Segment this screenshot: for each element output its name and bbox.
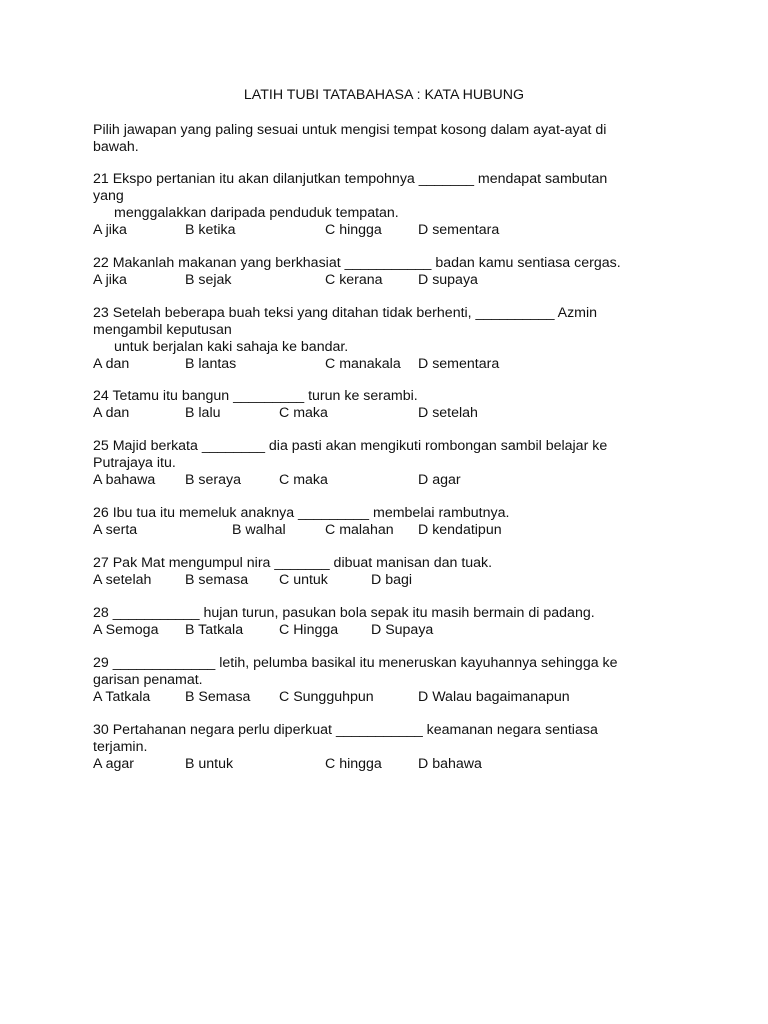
option-b: B walhal: [232, 522, 286, 538]
worksheet-title: LATIH TUBI TATABAHASA : KATA HUBUNG: [243, 87, 525, 103]
question-28: [93, 605, 693, 639]
answer-options: [93, 689, 693, 706]
option-b: B sejak: [185, 272, 232, 288]
option-c: C maka: [279, 405, 328, 421]
question-text: 24 Tetamu itu bangun _________ turun ke serambi.: [93, 388, 418, 404]
question-29: [93, 655, 693, 706]
option-d: D setelah: [418, 405, 478, 421]
question-23: [93, 305, 693, 373]
option-d: D sementara: [418, 356, 500, 372]
option-d: D kendatipun: [418, 522, 502, 538]
question-text: menggalakkan daripada penduduk tempatan.: [114, 205, 399, 221]
question-26: [93, 505, 693, 539]
question-text: 23 Setelah beberapa buah teksi yang ditahan tidak berhenti, __________ Azmin: [93, 305, 598, 321]
option-a: A agar: [93, 756, 135, 772]
answer-options: [93, 472, 693, 489]
option-c: C manakala: [325, 356, 401, 372]
option-d: D supaya: [418, 272, 478, 288]
option-d: D bagi: [371, 572, 413, 588]
question-22: [93, 255, 693, 289]
question-text: 21 Ekspo pertanian itu akan dilanjutkan tempohnya _______ mendapat sambutan: [93, 171, 608, 187]
instructions: [93, 122, 693, 156]
option-b: B lantas: [185, 356, 237, 372]
option-a: A setelah: [93, 572, 152, 588]
question-text: 28 ___________ hujan turun, pasukan bola sepak itu masih bermain di padang.: [93, 605, 595, 621]
option-b: B lalu: [185, 405, 221, 421]
question-text: 26 Ibu tua itu memeluk anaknya _________ membelai rambutnya.: [93, 505, 510, 521]
question-text: 29 _____________ letih, pelumba basikal itu meneruskan kayuhannya sehingga ke: [93, 655, 618, 671]
option-a: A jika: [93, 222, 127, 238]
option-a: A Semoga: [93, 622, 159, 638]
instruction-line: bawah.: [93, 139, 139, 155]
question-text: yang: [93, 188, 124, 204]
answer-options: [93, 622, 693, 639]
question-text: 25 Majid berkata ________ dia pasti akan mengikuti rombongan sambil belajar ke: [93, 438, 608, 454]
question-text: garisan penamat.: [93, 672, 203, 688]
option-a: A bahawa: [93, 472, 156, 488]
question-text: untuk berjalan kaki sahaja ke bandar.: [114, 339, 349, 355]
answer-options: [93, 572, 693, 589]
answer-options: [93, 405, 693, 422]
question-27: [93, 555, 693, 589]
question-text: 22 Makanlah makanan yang berkhasiat ___________ badan kamu sentiasa cergas.: [93, 255, 621, 271]
instruction-line: Pilih jawapan yang paling sesuai untuk mengisi tempat kosong dalam ayat-ayat di: [93, 122, 607, 138]
question-text: 27 Pak Mat mengumpul nira _______ dibuat manisan dan tuak.: [93, 555, 493, 571]
question-21: [93, 171, 693, 239]
answer-options: [93, 756, 693, 773]
question-text: Putrajaya itu.: [93, 455, 176, 471]
option-c: C maka: [279, 472, 328, 488]
option-a: A jika: [93, 272, 127, 288]
option-d: D agar: [418, 472, 461, 488]
option-d: D sementara: [418, 222, 500, 238]
question-24: [93, 388, 693, 422]
option-c: C untuk: [279, 572, 328, 588]
option-c: C kerana: [325, 272, 383, 288]
option-c: C hingga: [325, 222, 382, 238]
answer-options: [93, 356, 693, 373]
option-b: B untuk: [185, 756, 234, 772]
option-b: B ketika: [185, 222, 236, 238]
option-c: C hingga: [325, 756, 382, 772]
option-a: A dan: [93, 356, 130, 372]
option-c: C malahan: [325, 522, 394, 538]
question-text: 30 Pertahanan negara perlu diperkuat ___________ keamanan negara sentiasa: [93, 722, 598, 738]
option-b: B Tatkala: [185, 622, 244, 638]
option-a: A serta: [93, 522, 138, 538]
question-text: mengambil keputusan: [93, 322, 232, 338]
question-25: [93, 438, 693, 489]
option-d: D Supaya: [371, 622, 434, 638]
answer-options: [93, 272, 693, 289]
option-b: B seraya: [185, 472, 241, 488]
option-c: C Sungguhpun: [279, 689, 374, 705]
question-30: [93, 722, 693, 773]
option-b: B Semasa: [185, 689, 251, 705]
answer-options: [93, 222, 693, 239]
option-a: A dan: [93, 405, 130, 421]
option-a: A Tatkala: [93, 689, 151, 705]
question-text: terjamin.: [93, 739, 148, 755]
option-d: D Walau bagaimanapun: [418, 689, 570, 705]
answer-options: [93, 522, 693, 539]
option-c: C Hingga: [279, 622, 339, 638]
option-d: D bahawa: [418, 756, 482, 772]
option-b: B semasa: [185, 572, 249, 588]
